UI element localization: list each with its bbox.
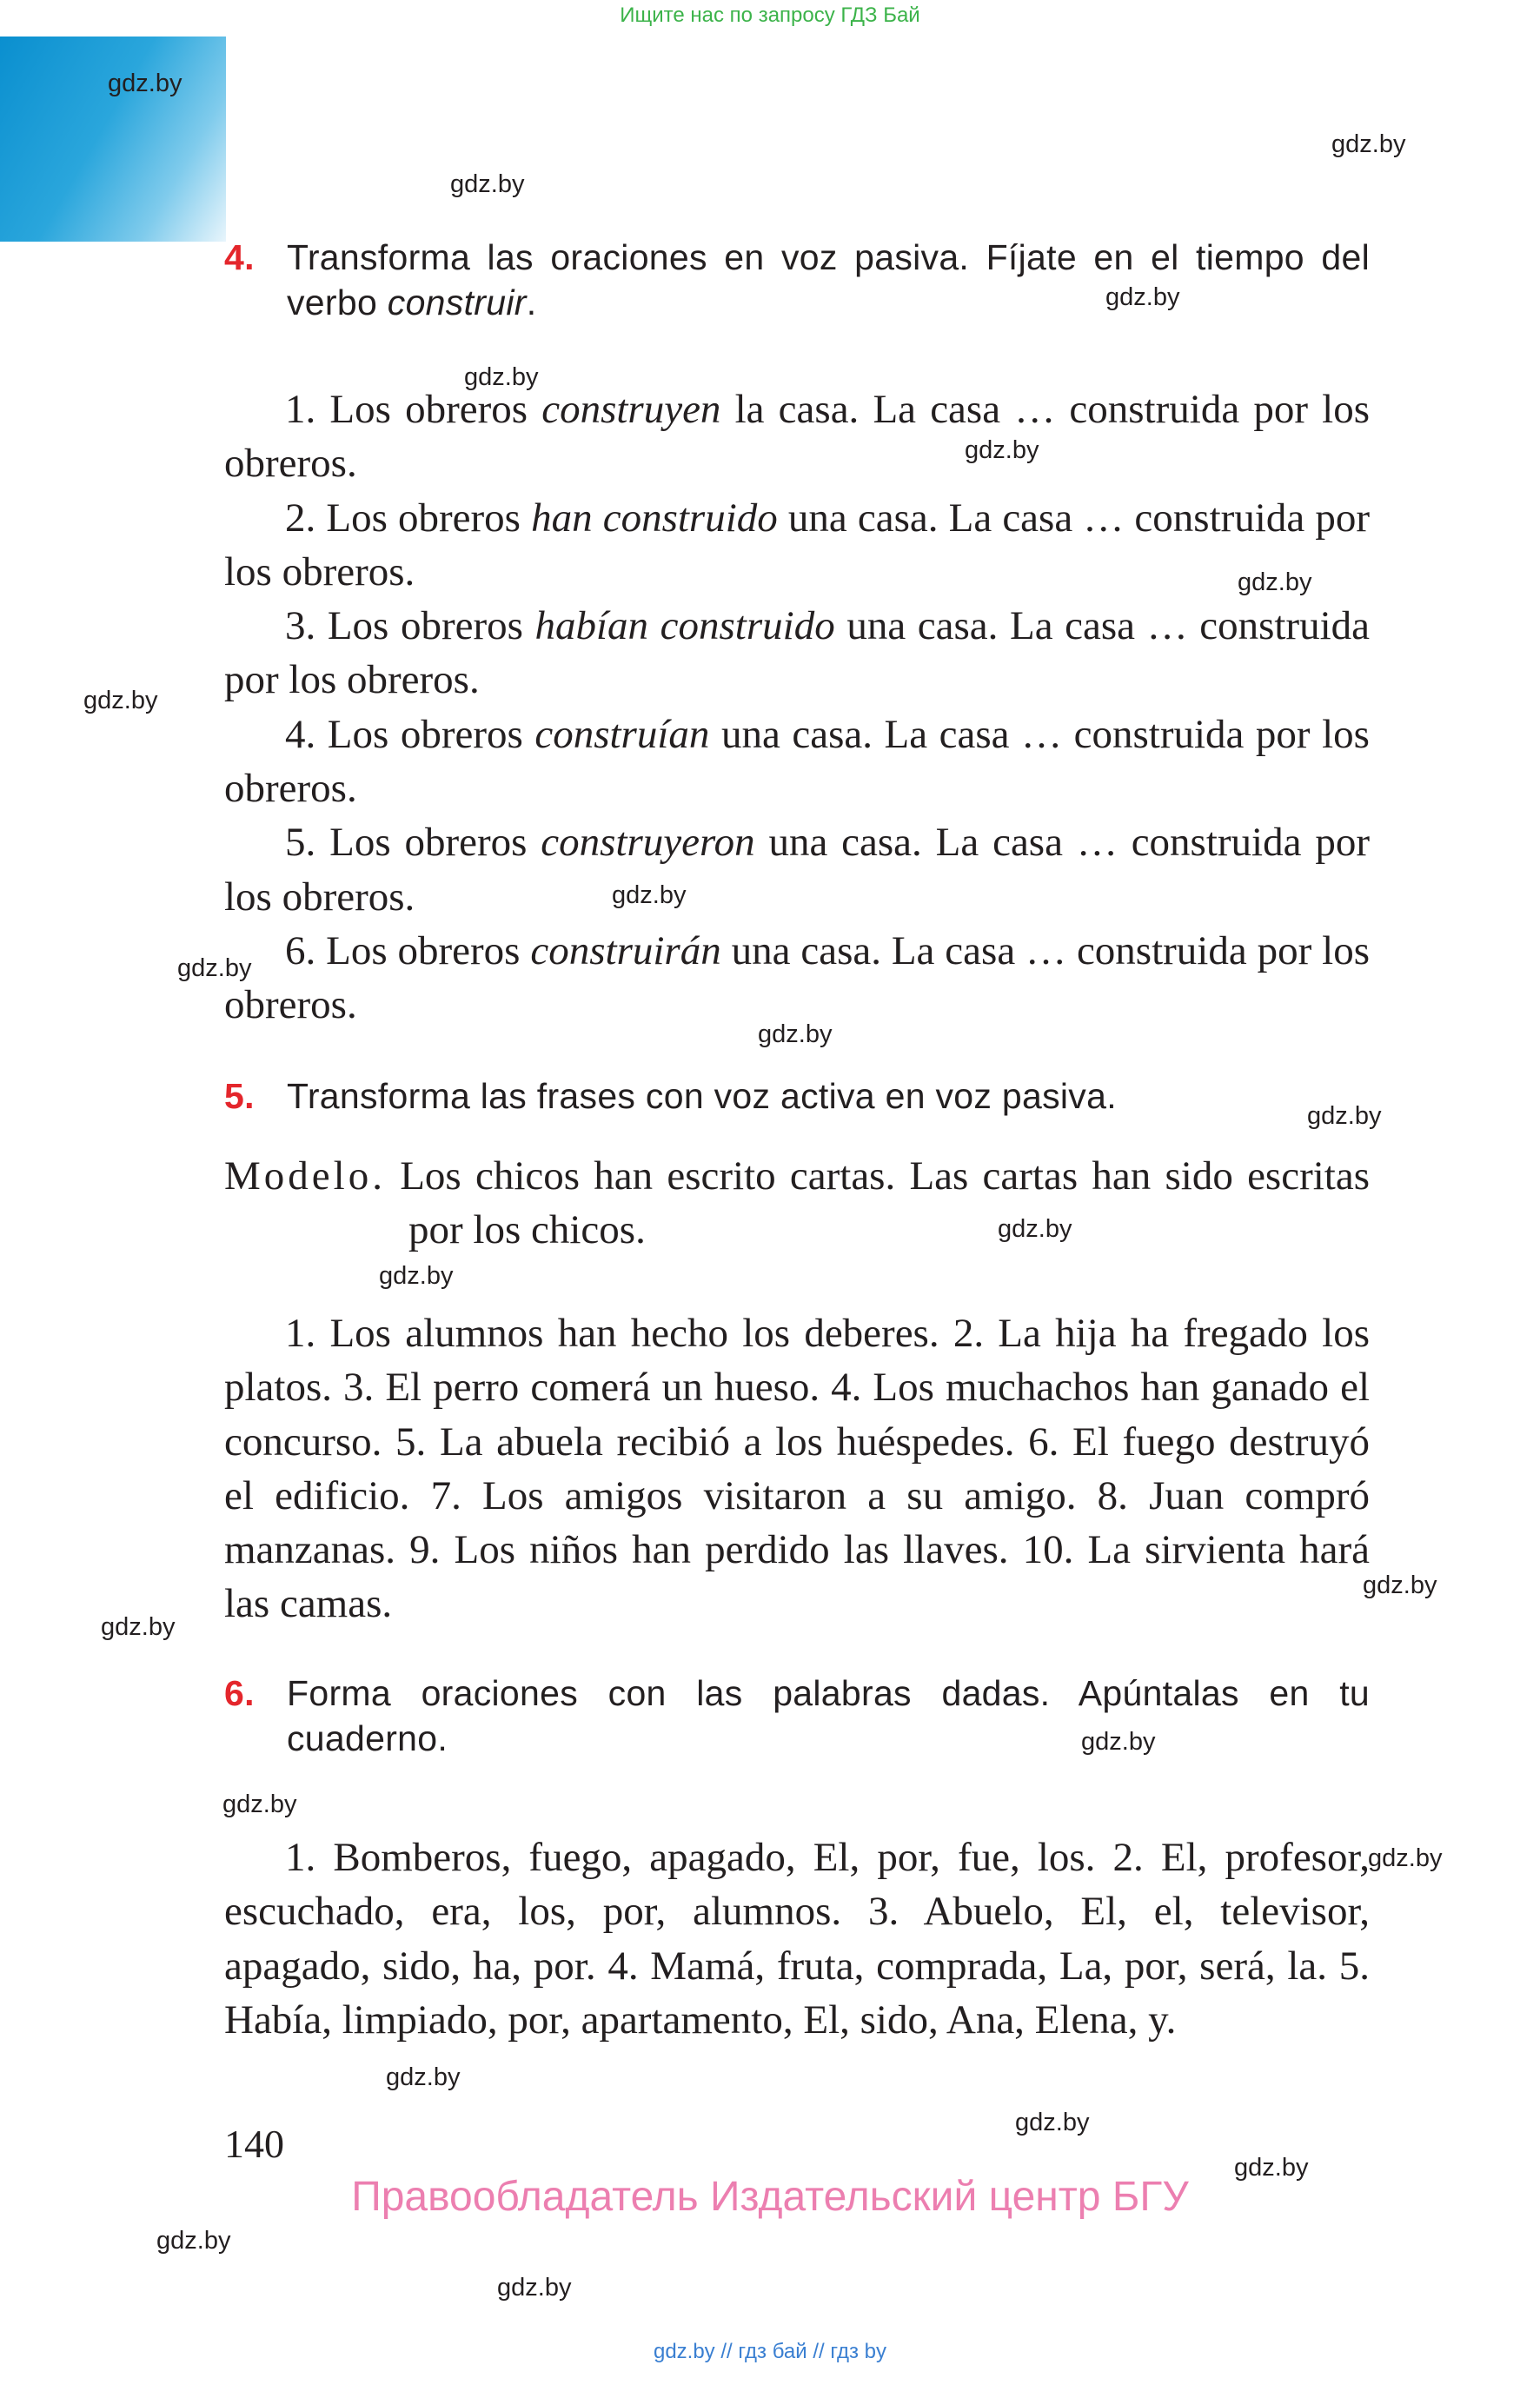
task4-instruction: Transforma las oraciones en voz pasiva. Fíjate en el tiempo del verbo construir. [287,237,1370,322]
watermark: gdz.by [1238,568,1312,596]
watermark: gdz.by [108,70,183,97]
task4-item: 1. Los obreros construyen la casa. La casa … construida por los obreros. [224,387,1370,487]
watermark: gdz.by [156,2227,231,2255]
watermark: gdz.by [1081,1728,1156,1756]
task5-number: 5. [224,1076,255,1116]
task4-item: 6. Los obreros construirán una casa. La casa … construida por los obreros. [224,927,1370,1028]
task4-item: 3. Los obreros habían construido una casa. La casa … construida por los obreros. [224,603,1370,703]
watermark: gdz.by [386,2063,461,2091]
watermark: gdz.by [497,2274,572,2302]
task4-item: 2. Los obreros han construido una casa. La casa … construida por los obreros. [224,495,1370,595]
watermark: gdz.by [1331,130,1406,158]
task4-exercises [224,382,1370,1033]
watermark: gdz.by [222,1790,297,1818]
task4-heading [224,235,1370,325]
watermark: gdz.by [1368,1844,1443,1872]
watermark: gdz.by [1105,283,1180,311]
watermark: gdz.by [83,687,158,714]
task6-text: 1. Bomberos, fuego, apagado, El, por, fue, los. 2. El, profesor, escuchado, era, los, por, alumnos. 3. Abuelo, El, el, televisor, apagado, sido, ha, por. 4. Mamá, fruta, comprada, La, por, será, la. 5. Había, limpiado, por, apartamento, El, sido, Ana, Elena, y. [224,1835,1370,2043]
page-number: 140 [224,2122,284,2166]
task4-item: 4. Los obreros construían una casa. La casa … construida por los obreros. [224,711,1370,812]
bottom-links[interactable]: gdz.by // гдз бай // гдз by [653,2340,887,2363]
watermark: gdz.by [758,1020,833,1048]
watermark: gdz.by [612,881,687,909]
task5-heading [224,1073,1370,1119]
watermark: gdz.by [965,436,1039,464]
watermark: gdz.by [1234,2154,1309,2182]
watermark: gdz.by [464,363,539,391]
task4-item: 5. Los obreros construyeron una casa. La casa … construida por los obreros. [224,820,1370,920]
task6-number: 6. [224,1673,255,1713]
task5-instruction: Transforma las frases con voz activa en voz pasiva. [287,1076,1117,1116]
task5-model [224,1149,1370,1257]
watermark: gdz.by [177,954,252,982]
copyright-footer: Правообладатель Издательский центр БГУ [351,2174,1189,2220]
model-label: Modelo. [224,1153,386,1199]
corner-decoration [0,37,226,242]
task5-exercises [224,1306,1370,1631]
watermark: gdz.by [1363,1571,1437,1599]
watermark: gdz.by [101,1613,176,1641]
task4-number: 4. [224,237,255,277]
watermark: gdz.by [379,1262,454,1290]
top-banner: Ищите нас по запросу ГДЗ Бай [620,3,920,27]
watermark: gdz.by [998,1215,1072,1243]
task6-exercises [224,1830,1370,2047]
model-text: Los chicos han escrito cartas. Las cartas han sido escritas por los chicos. [400,1153,1370,1252]
watermark: gdz.by [1015,2109,1090,2136]
watermark: gdz.by [1307,1102,1382,1130]
watermark: gdz.by [450,170,525,198]
task5-text: 1. Los alumnos han hecho los deberes. 2. La hija ha fregado los platos. 3. El perro comerá un hueso. 4. Los muchachos han ganado el concurso. 5. La abuela recibió a los huéspedes. 6. El fuego destruyó el edificio. 7. Los amigos visitaron a su amigo. 8. Juan compró manzanas. 9. Los niños han perdido las llaves. 10. La sirvienta hará las camas. [224,1311,1370,1627]
task6-heading [224,1671,1370,1761]
task6-instruction: Forma oraciones con las palabras dadas. Apúntalas en tu cuaderno. [287,1673,1370,1758]
